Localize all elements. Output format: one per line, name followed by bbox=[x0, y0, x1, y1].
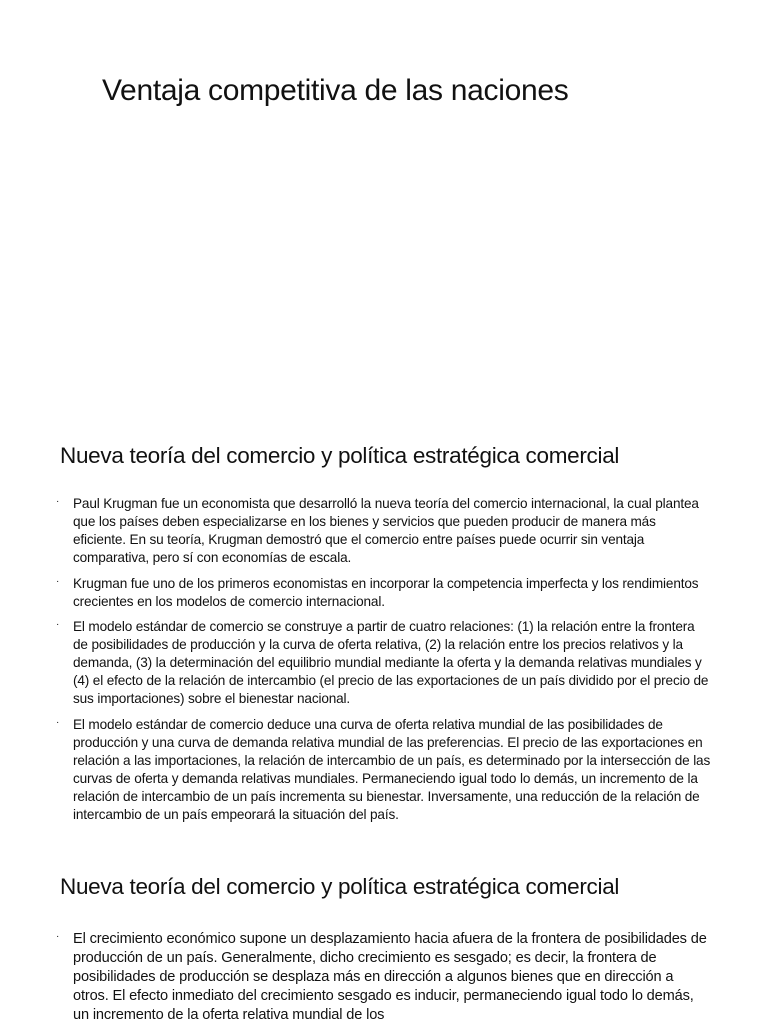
list-item bbox=[56, 930, 712, 1024]
document-title: Ventaja competitiva de las naciones bbox=[102, 74, 569, 107]
section-heading-2: Nueva teoría del comercio y política estratégica comercial bbox=[60, 874, 620, 899]
bullet-text: El crecimiento económico supone un desplazamiento hacia afuera de la frontera de posibilidades de producción de un país. Generalmente, dicho crecimiento es sesgado; es decir, la frontera de posibilidades de producción se desplaza más en dirección a algunos bienes que en dirección a otros. El efecto inmediato del crecimiento sesgado es inducir, permaneciendo igual todo lo demás, un incremento de la oferta relativa mundial de los bbox=[73, 931, 707, 1023]
list-item bbox=[56, 716, 712, 823]
bullet-text: Krugman fue uno de los primeros economistas en incorporar la competencia imperfecta y los rendimientos crecientes en los modelos de comercio internacional. bbox=[73, 575, 699, 609]
list-item bbox=[56, 575, 712, 611]
bullet-dot: · bbox=[56, 496, 60, 507]
bullet-list-1 bbox=[56, 495, 712, 831]
list-item bbox=[56, 618, 712, 708]
bullet-text: El modelo estándar de comercio se construye a partir de cuatro relaciones: (1) la relación entre la frontera de posibilidades de producción y la curva de oferta relativa, (2) la relación entre los precios relativos y la demanda, (3) la determinación del equilibrio mundial mediante la oferta y la demanda relativas mundiales y (4) el efecto de la relación de intercambio (el precio de las exportaciones de un país dividido por el precio de sus importaciones) sobre el bienestar nacional. bbox=[73, 619, 709, 707]
bullet-list-2 bbox=[56, 930, 712, 1024]
section-heading-1: Nueva teoría del comercio y política estratégica comercial bbox=[60, 443, 620, 468]
bullet-text: Paul Krugman fue un economista que desarrolló la nueva teoría del comercio internacional, la cual plantea que los países deben especializarse en los bienes y servicios que pueden producir de manera más eficiente. En su teoría, Krugman demostró que el comercio entre países puede ocurrir sin ventaja comparativa, pero sí con economías de escala. bbox=[73, 496, 699, 565]
bullet-dot: · bbox=[56, 716, 60, 728]
bullet-text: El modelo estándar de comercio deduce una curva de oferta relativa mundial de las posibilidades de producción y una curva de demanda relativa mundial de las preferencias. El precio de las exportaciones en relación a las importaciones, la relación de intercambio de un país, es determinado por la intersección de las curvas de oferta y demanda relativas mundiales. Permaneciendo igual todo lo demás, un incremento de la relación de intercambio de un país incrementa su bienestar. Inversamente, una reducción de la relación de intercambio de un país empeorará la situación del país. bbox=[73, 716, 711, 822]
bullet-dot: · bbox=[56, 931, 60, 942]
list-item bbox=[56, 495, 712, 567]
bullet-dot: · bbox=[56, 619, 60, 631]
bullet-dot: · bbox=[56, 575, 60, 587]
